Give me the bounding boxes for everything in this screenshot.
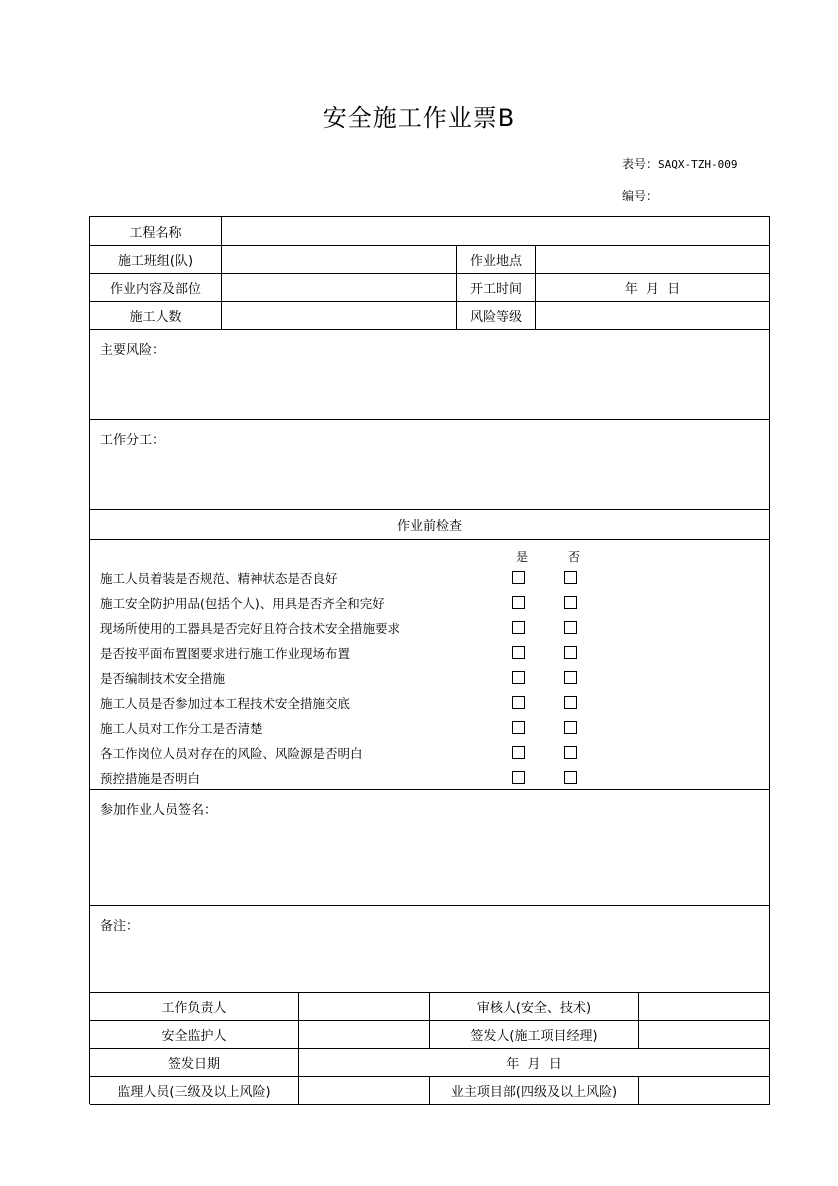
no-checkbox[interactable] (564, 571, 577, 584)
page-title: 安全施工作业票B (322, 104, 516, 132)
reviewer-label: 审核人(安全、技术) (430, 993, 639, 1021)
precheck-question: 各工作岗位人员对存在的风险、风险源是否明白 (100, 746, 363, 761)
main-risk-section[interactable] (90, 330, 770, 420)
form-number-label: 表号： (622, 157, 659, 171)
precheck-row (90, 740, 769, 765)
yes-column-header: 是 (516, 550, 529, 564)
safety-supervisor-field[interactable] (299, 1021, 430, 1049)
precheck-row (90, 715, 769, 740)
content-field[interactable] (222, 274, 457, 302)
yes-checkbox[interactable] (512, 696, 525, 709)
precheck-row (90, 615, 769, 640)
precheck-row (90, 765, 769, 790)
team-label: 施工班组(队) (90, 246, 222, 274)
no-checkbox[interactable] (564, 746, 577, 759)
workers-label: 施工人数 (90, 302, 222, 330)
precheck-list (90, 540, 770, 790)
precheck-row (90, 665, 769, 690)
precheck-question: 施工人员对工作分工是否清楚 (100, 721, 263, 736)
precheck-question: 预控措施是否明白 (100, 771, 201, 786)
precheck-question: 施工人员着装是否规范、精神状态是否良好 (100, 571, 338, 586)
yes-checkbox[interactable] (512, 621, 525, 634)
issuer-field[interactable] (639, 1021, 770, 1049)
no-checkbox[interactable] (564, 696, 577, 709)
precheck-row (90, 590, 769, 615)
risk-level-label: 风险等级 (457, 302, 536, 330)
yes-checkbox[interactable] (512, 771, 525, 784)
yes-checkbox[interactable] (512, 746, 525, 759)
no-checkbox[interactable] (564, 721, 577, 734)
safety-supervisor-label: 安全监护人 (90, 1021, 299, 1049)
owner-dept-field[interactable] (639, 1077, 770, 1105)
no-checkbox[interactable] (564, 671, 577, 684)
yes-checkbox[interactable] (512, 671, 525, 684)
yes-checkbox[interactable] (512, 571, 525, 584)
content-label: 作业内容及部位 (90, 274, 222, 302)
precheck-question: 施工人员是否参加过本工程技术安全措施交底 (100, 696, 351, 711)
precheck-question: 现场所使用的工器具是否完好且符合技术安全措施要求 (100, 621, 401, 636)
project-name-label: 工程名称 (90, 217, 222, 246)
supervision-label: 监理人员(三级及以上风险) (90, 1077, 299, 1105)
main-risk-label: 主要风险： (100, 343, 166, 358)
issuer-label: 签发人(施工项目经理) (430, 1021, 639, 1049)
no-checkbox[interactable] (564, 596, 577, 609)
start-time-label: 开工时间 (457, 274, 536, 302)
issue-date-label: 签发日期 (90, 1049, 299, 1077)
work-permit-table (89, 216, 770, 1104)
work-division-section[interactable] (90, 420, 770, 510)
form-number-value: SAQX-TZH-009 (658, 158, 738, 171)
workers-field[interactable] (222, 302, 457, 330)
no-checkbox[interactable] (564, 771, 577, 784)
precheck-row (90, 640, 769, 665)
project-name-field[interactable] (222, 217, 770, 246)
team-field[interactable] (222, 246, 457, 274)
location-label: 作业地点 (457, 246, 536, 274)
issue-date-field[interactable]: 年 月 日 (299, 1049, 770, 1077)
precheck-title: 作业前检查 (90, 510, 770, 540)
precheck-question: 是否按平面布置图要求进行施工作业现场布置 (100, 646, 351, 661)
location-field[interactable] (536, 246, 770, 274)
risk-level-field[interactable] (536, 302, 770, 330)
form-number (622, 155, 738, 172)
remarks-label: 备注： (100, 919, 140, 934)
precheck-question: 是否编制技术安全措施 (100, 671, 226, 686)
yes-checkbox[interactable] (512, 721, 525, 734)
remarks-section[interactable] (90, 906, 770, 993)
reviewer-field[interactable] (639, 993, 770, 1021)
start-date-field[interactable]: 年 月 日 (536, 274, 770, 302)
precheck-row (90, 690, 769, 715)
signature-section[interactable] (90, 790, 770, 906)
yes-checkbox[interactable] (512, 596, 525, 609)
work-leader-label: 工作负责人 (90, 993, 299, 1021)
work-division-label: 工作分工： (100, 433, 166, 448)
supervision-field[interactable] (299, 1077, 430, 1105)
no-checkbox[interactable] (564, 621, 577, 634)
yes-checkbox[interactable] (512, 646, 525, 659)
work-leader-field[interactable] (299, 993, 430, 1021)
serial-number-label: 编号： (622, 189, 659, 203)
precheck-row (90, 565, 769, 590)
signature-label: 参加作业人员签名： (100, 803, 218, 818)
owner-dept-label: 业主项目部(四级及以上风险) (430, 1077, 639, 1105)
no-checkbox[interactable] (564, 646, 577, 659)
precheck-question: 施工安全防护用品(包括个人)、用具是否齐全和完好 (100, 596, 385, 611)
no-column-header: 否 (568, 550, 581, 564)
